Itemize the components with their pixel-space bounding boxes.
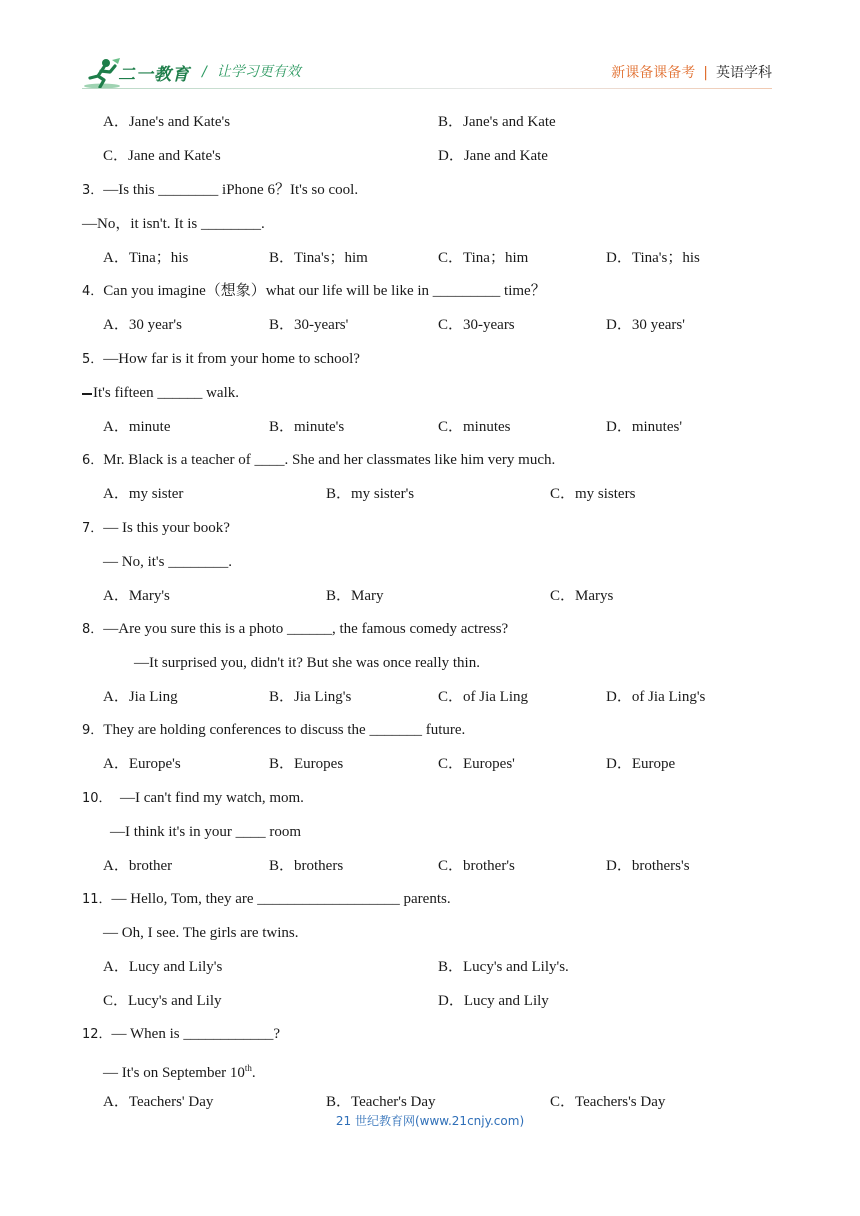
q8-option-b: B．Jia Ling's — [269, 689, 352, 705]
dash-mark — [82, 393, 92, 395]
q6-option-c: C．my sisters — [550, 486, 636, 502]
q3-option-c: C．Tina；him — [438, 250, 529, 266]
q2-option-a: A．Jane's and Kate's — [103, 114, 231, 130]
q3-option-b: B．Tina's；him — [269, 250, 368, 266]
logo-text: 二一教育 — [118, 65, 190, 85]
q5-option-c: C．minutes — [438, 419, 511, 435]
q12-option-a: A．Teachers' Day — [103, 1094, 214, 1110]
q9-option-d: D．Europe — [606, 756, 676, 772]
q2-option-d: D．Jane and Kate — [438, 148, 548, 164]
q8-number: 8． — [82, 622, 104, 637]
q10-number: 10． — [82, 791, 112, 806]
q9-number: 9． — [82, 723, 104, 738]
q7-option-a: A．Mary's — [103, 588, 170, 604]
q12-option-c: C．Teachers's Day — [550, 1094, 666, 1110]
q5-option-b: B．minute's — [269, 419, 345, 435]
q5-number: 5． — [82, 352, 104, 367]
q12-line2 — [103, 1058, 256, 1083]
q7-stem — [82, 518, 230, 539]
q9-option-c: C．Europes' — [438, 756, 515, 772]
q8-stem — [82, 619, 508, 640]
q5-line2-row — [82, 383, 239, 403]
q10-option-a: A．brother — [103, 858, 173, 874]
q10-option-c: C．brother's — [438, 858, 515, 874]
header-divider — [82, 88, 772, 89]
header-course-info — [611, 62, 772, 82]
q8-line2: —It surprised you, didn't it? But she was once really thin. — [134, 655, 480, 671]
q3-stem — [82, 180, 358, 201]
page-footer: 21 世纪教育网(www.21cnjy.com) — [335, 1114, 525, 1128]
q6-line1: Mr. Black is a teacher of ____. She and her classmates like him very much. — [103, 452, 556, 468]
q5-stem — [82, 349, 360, 370]
q10-stem — [82, 788, 304, 809]
q2-option-b: B．Jane's and Kate — [438, 114, 556, 130]
q7-number: 7． — [82, 521, 104, 536]
q8-option-c: C．of Jia Ling — [438, 689, 528, 705]
q7-option-c: C．Marys — [550, 588, 614, 604]
q11-option-c: C．Lucy's and Lily — [103, 993, 222, 1009]
q11-number: 11． — [82, 892, 112, 907]
q9-option-b: B．Europes — [269, 756, 344, 772]
q12-option-b: B．Teacher's Day — [326, 1094, 436, 1110]
q5-line2: It's fifteen ______ walk. — [93, 385, 240, 401]
q8-option-a: A．Jia Ling — [103, 689, 178, 705]
q9-option-a: A．Europe's — [103, 756, 181, 772]
q3-option-d: D．Tina's；his — [606, 250, 700, 266]
page-header — [0, 0, 860, 96]
q10-option-d: D．brothers's — [606, 858, 690, 874]
q12-line1: — When is ____________? — [111, 1026, 281, 1042]
q6-option-a: A．my sister — [103, 486, 184, 502]
q3-number: 3． — [82, 183, 104, 198]
q12-line2-end: . — [251, 1065, 256, 1081]
q12-stem — [82, 1024, 280, 1045]
q12-number: 12． — [82, 1027, 112, 1042]
q8-line1: —Are you sure this is a photo ______, the famous comedy actress? — [103, 621, 509, 637]
slogan-slash: / — [202, 64, 207, 80]
q10-line2: —I think it's in your ____ room — [110, 824, 302, 840]
q11-line2: — Oh, I see. The girls are twins. — [103, 925, 299, 941]
slogan-text: 让学习更有效 — [216, 64, 301, 80]
q8-option-d: D．of Jia Ling's — [606, 689, 706, 705]
q11-option-d: D．Lucy and Lily — [438, 993, 549, 1009]
q7-line1: — Is this your book? — [103, 520, 230, 536]
q9-line1: They are holding conferences to discuss the _______ future. — [103, 722, 466, 738]
q11-line1: — Hello, Tom, they are ___________________ parents. — [111, 891, 451, 907]
q4-line1: Can you imagine（想象）what our life will be like in _________ time？ — [103, 283, 546, 299]
q11-stem — [82, 889, 451, 910]
q5-line1: —How far is it from your home to school? — [103, 351, 360, 367]
q10-option-b: B．brothers — [269, 858, 344, 874]
q7-option-b: B．Mary — [326, 588, 384, 604]
q9-stem — [82, 720, 465, 741]
q4-stem — [82, 281, 546, 302]
header-separator: | — [703, 65, 708, 81]
course-label: 新课备课备考 — [611, 65, 696, 81]
q5-option-d: D．minutes' — [606, 419, 683, 435]
subject-label: 英语学科 — [716, 65, 772, 81]
q11-option-b: B．Lucy's and Lily's. — [438, 959, 569, 975]
q3-line1: —Is this ________ iPhone 6？It's so cool. — [103, 182, 359, 198]
q4-number: 4． — [82, 284, 104, 299]
q4-option-c: C．30-years — [438, 317, 515, 333]
q11-option-a: A．Lucy and Lily's — [103, 959, 223, 975]
q6-stem — [82, 450, 555, 471]
q10-line1: —I can't find my watch, mom. — [120, 790, 304, 806]
q3-line2: —No，it isn't. It is ________. — [82, 216, 265, 232]
q4-option-b: B．30-years' — [269, 317, 349, 333]
q6-option-b: B．my sister's — [326, 486, 415, 502]
q12-line2-sup: th — [244, 1063, 252, 1073]
q4-option-a: A．30 year's — [103, 317, 182, 333]
q3-option-a: A．Tina；his — [103, 250, 189, 266]
q7-line2: — No, it's ________. — [103, 554, 232, 570]
q6-number: 6． — [82, 453, 104, 468]
q2-option-c: C．Jane and Kate's — [103, 148, 221, 164]
header-slogan — [202, 61, 301, 81]
q5-option-a: A．minute — [103, 419, 171, 435]
q4-option-d: D．30 years' — [606, 317, 685, 333]
q12-line2-main: — It's on September 10 — [103, 1065, 245, 1081]
